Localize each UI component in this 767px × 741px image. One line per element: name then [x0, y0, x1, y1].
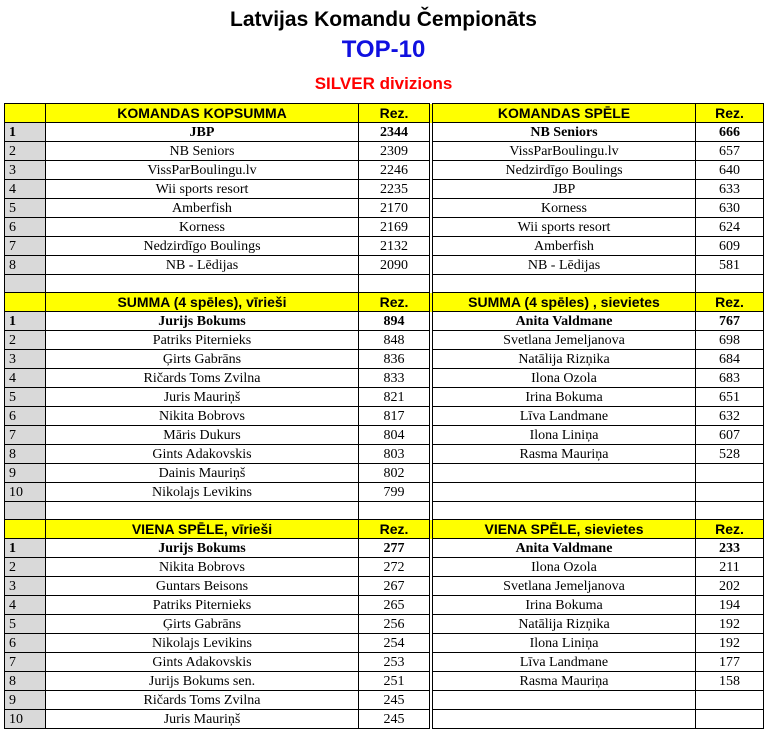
- left-name-cell: Nikita Bobrovs: [46, 407, 359, 426]
- left-score-cell: 267: [359, 577, 430, 596]
- right-name-cell: Natālija Rizņika: [433, 350, 696, 369]
- table-row: [5, 558, 764, 577]
- rank-cell: 5: [5, 615, 46, 634]
- right-header: KOMANDAS SPĒLE: [433, 104, 696, 123]
- rank-cell: 8: [5, 256, 46, 275]
- table-row: [5, 256, 764, 275]
- left-score-cell: 2169: [359, 218, 430, 237]
- right-score-cell: 211: [696, 558, 764, 577]
- left-name-cell: Gints Adakovskis: [46, 445, 359, 464]
- left-name-cell: JBP: [46, 123, 359, 142]
- left-name-cell: Patriks Piternieks: [46, 331, 359, 350]
- left-score-cell: 799: [359, 483, 430, 502]
- right-score-cell: 192: [696, 615, 764, 634]
- left-score-cell: 245: [359, 710, 430, 729]
- right-score-cell: 767: [696, 312, 764, 331]
- table-row: [5, 539, 764, 558]
- left-score-cell: 894: [359, 312, 430, 331]
- left-name-cell: Patriks Piternieks: [46, 596, 359, 615]
- right-score-header: Rez.: [696, 293, 764, 312]
- table-row: [5, 331, 764, 350]
- right-name-cell: Svetlana Jemeljanova: [433, 577, 696, 596]
- right-score-cell: [696, 483, 764, 502]
- left-score-header: Rez.: [359, 520, 430, 539]
- table-row: [5, 388, 764, 407]
- right-name-cell: Anita Valdmane: [433, 312, 696, 331]
- right-score-cell: 640: [696, 161, 764, 180]
- right-name-cell: [433, 275, 696, 293]
- right-score-cell: [696, 691, 764, 710]
- rank-cell: 1: [5, 312, 46, 331]
- right-score-header: Rez.: [696, 104, 764, 123]
- left-score-cell: 245: [359, 691, 430, 710]
- spacer-row: [5, 275, 764, 293]
- right-score-header: Rez.: [696, 520, 764, 539]
- left-name-cell: Nedzirdīgo Boulings: [46, 237, 359, 256]
- left-score-header: Rez.: [359, 104, 430, 123]
- right-score-cell: 194: [696, 596, 764, 615]
- right-score-cell: 581: [696, 256, 764, 275]
- spacer-row: [5, 502, 764, 520]
- left-name-cell: Ričards Toms Zvilna: [46, 691, 359, 710]
- table-row: [5, 634, 764, 653]
- right-name-cell: Līva Landmane: [433, 653, 696, 672]
- right-name-cell: [433, 483, 696, 502]
- rank-header-cell: [5, 293, 46, 312]
- left-name-cell: Nikita Bobrovs: [46, 558, 359, 577]
- left-score-cell: 254: [359, 634, 430, 653]
- table-row: [5, 161, 764, 180]
- rank-cell: [5, 502, 46, 520]
- right-score-cell: [696, 502, 764, 520]
- right-name-cell: Natālija Rizņika: [433, 615, 696, 634]
- rank-cell: 2: [5, 331, 46, 350]
- rank-cell: 4: [5, 596, 46, 615]
- right-name-cell: [433, 464, 696, 483]
- left-score-cell: 833: [359, 369, 430, 388]
- left-header: SUMMA (4 spēles), vīrieši: [46, 293, 359, 312]
- left-name-cell: Jurijs Bokums sen.: [46, 672, 359, 691]
- right-name-cell: VissParBoulingu.lv: [433, 142, 696, 161]
- right-name-cell: Rasma Mauriņa: [433, 672, 696, 691]
- rank-cell: 5: [5, 388, 46, 407]
- rank-cell: 5: [5, 199, 46, 218]
- table-row: [5, 710, 764, 729]
- rank-cell: 9: [5, 691, 46, 710]
- results-body: [5, 104, 764, 729]
- left-name-cell: VissParBoulingu.lv: [46, 161, 359, 180]
- right-name-cell: Ilona Liniņa: [433, 426, 696, 445]
- right-name-cell: [433, 710, 696, 729]
- left-name-cell: Māris Dukurs: [46, 426, 359, 445]
- left-score-cell: [359, 502, 430, 520]
- table-row: [5, 123, 764, 142]
- left-name-cell: Nikolajs Levikins: [46, 634, 359, 653]
- table-row: [5, 426, 764, 445]
- left-score-cell: 277: [359, 539, 430, 558]
- left-name-cell: Wii sports resort: [46, 180, 359, 199]
- rank-cell: 1: [5, 539, 46, 558]
- right-name-cell: Amberfish: [433, 237, 696, 256]
- right-name-cell: NB Seniors: [433, 123, 696, 142]
- section-header-row: [5, 293, 764, 312]
- table-row: [5, 350, 764, 369]
- right-score-cell: 666: [696, 123, 764, 142]
- left-name-cell: Juris Mauriņš: [46, 710, 359, 729]
- left-score-cell: 2170: [359, 199, 430, 218]
- right-name-cell: [433, 691, 696, 710]
- rank-cell: 2: [5, 558, 46, 577]
- table-row: [5, 369, 764, 388]
- left-name-cell: Korness: [46, 218, 359, 237]
- rank-cell: 3: [5, 161, 46, 180]
- page-subtitle: TOP-10: [341, 36, 426, 63]
- left-score-cell: [359, 275, 430, 293]
- right-name-cell: NB - Lēdijas: [433, 256, 696, 275]
- table-row: [5, 407, 764, 426]
- table-row: [5, 483, 764, 502]
- left-name-cell: NB Seniors: [46, 142, 359, 161]
- rank-cell: 8: [5, 672, 46, 691]
- left-header: VIENA SPĒLE, vīrieši: [46, 520, 359, 539]
- rank-cell: 4: [5, 180, 46, 199]
- left-score-cell: 256: [359, 615, 430, 634]
- right-name-cell: Svetlana Jemeljanova: [433, 331, 696, 350]
- rank-cell: 10: [5, 710, 46, 729]
- right-name-cell: JBP: [433, 180, 696, 199]
- right-score-cell: 698: [696, 331, 764, 350]
- right-name-cell: Anita Valdmane: [433, 539, 696, 558]
- right-header: VIENA SPĒLE, sievietes: [433, 520, 696, 539]
- left-score-cell: 817: [359, 407, 430, 426]
- right-score-cell: 158: [696, 672, 764, 691]
- right-name-cell: Irina Bokuma: [433, 388, 696, 407]
- left-score-cell: 804: [359, 426, 430, 445]
- right-name-cell: Nedzirdīgo Boulings: [433, 161, 696, 180]
- rank-cell: 6: [5, 407, 46, 426]
- right-header: SUMMA (4 spēles) , sievietes: [433, 293, 696, 312]
- left-name-cell: Nikolajs Levikins: [46, 483, 359, 502]
- right-score-cell: 528: [696, 445, 764, 464]
- left-name-cell: Ričards Toms Zvilna: [46, 369, 359, 388]
- rank-cell: 4: [5, 369, 46, 388]
- right-score-cell: [696, 464, 764, 483]
- left-name-cell: Jurijs Bokums: [46, 539, 359, 558]
- left-score-cell: 2309: [359, 142, 430, 161]
- section-header-row: [5, 520, 764, 539]
- results-table: [4, 103, 764, 729]
- right-score-cell: 609: [696, 237, 764, 256]
- rank-cell: 7: [5, 237, 46, 256]
- table-row: [5, 615, 764, 634]
- table-row: [5, 237, 764, 256]
- rank-cell: 8: [5, 445, 46, 464]
- left-name-cell: Guntars Beisons: [46, 577, 359, 596]
- rank-cell: 7: [5, 653, 46, 672]
- left-score-cell: 848: [359, 331, 430, 350]
- right-name-cell: Ilona Ozola: [433, 369, 696, 388]
- rank-header-cell: [5, 520, 46, 539]
- right-name-cell: Wii sports resort: [433, 218, 696, 237]
- section-header-row: [5, 104, 764, 123]
- rank-cell: 1: [5, 123, 46, 142]
- left-score-cell: 2132: [359, 237, 430, 256]
- left-header: KOMANDAS KOPSUMMA: [46, 104, 359, 123]
- right-score-cell: 632: [696, 407, 764, 426]
- right-name-cell: Līva Landmane: [433, 407, 696, 426]
- left-name-cell: Ģirts Gabrāns: [46, 615, 359, 634]
- right-name-cell: Rasma Mauriņa: [433, 445, 696, 464]
- rank-cell: 3: [5, 577, 46, 596]
- left-score-cell: 2246: [359, 161, 430, 180]
- table-row: [5, 218, 764, 237]
- right-score-cell: [696, 710, 764, 729]
- rank-cell: 10: [5, 483, 46, 502]
- right-score-cell: 177: [696, 653, 764, 672]
- left-score-cell: 2235: [359, 180, 430, 199]
- table-row: [5, 180, 764, 199]
- rank-cell: 7: [5, 426, 46, 445]
- right-name-cell: Ilona Ozola: [433, 558, 696, 577]
- table-row: [5, 142, 764, 161]
- right-score-cell: 630: [696, 199, 764, 218]
- rank-cell: 6: [5, 218, 46, 237]
- right-score-cell: 683: [696, 369, 764, 388]
- right-name-cell: [433, 502, 696, 520]
- left-score-cell: 836: [359, 350, 430, 369]
- right-name-cell: Ilona Liniņa: [433, 634, 696, 653]
- rank-cell: 9: [5, 464, 46, 483]
- table-row: [5, 691, 764, 710]
- left-score-cell: 251: [359, 672, 430, 691]
- rank-cell: 6: [5, 634, 46, 653]
- table-row: [5, 596, 764, 615]
- left-score-cell: 2344: [359, 123, 430, 142]
- right-name-cell: Irina Bokuma: [433, 596, 696, 615]
- left-name-cell: Ģirts Gabrāns: [46, 350, 359, 369]
- rank-cell: 2: [5, 142, 46, 161]
- right-score-cell: 192: [696, 634, 764, 653]
- left-name-cell: Amberfish: [46, 199, 359, 218]
- right-score-cell: 607: [696, 426, 764, 445]
- right-score-cell: 633: [696, 180, 764, 199]
- left-score-cell: 2090: [359, 256, 430, 275]
- right-score-cell: 651: [696, 388, 764, 407]
- left-name-cell: Gints Adakovskis: [46, 653, 359, 672]
- left-score-cell: 253: [359, 653, 430, 672]
- left-name-cell: Juris Mauriņš: [46, 388, 359, 407]
- left-score-cell: 802: [359, 464, 430, 483]
- rank-cell: [5, 275, 46, 293]
- page-title: Latvijas Komandu Čempionāts: [230, 8, 537, 31]
- table-row: [5, 445, 764, 464]
- division-label: SILVER divizions: [314, 74, 453, 93]
- table-row: [5, 577, 764, 596]
- rank-cell: 3: [5, 350, 46, 369]
- table-row: [5, 672, 764, 691]
- right-score-cell: 684: [696, 350, 764, 369]
- left-name-cell: [46, 502, 359, 520]
- left-score-header: Rez.: [359, 293, 430, 312]
- left-name-cell: Dainis Mauriņš: [46, 464, 359, 483]
- left-name-cell: Jurijs Bokums: [46, 312, 359, 331]
- right-score-cell: [696, 275, 764, 293]
- left-score-cell: 265: [359, 596, 430, 615]
- table-row: [5, 653, 764, 672]
- right-name-cell: Korness: [433, 199, 696, 218]
- left-name-cell: [46, 275, 359, 293]
- rank-header-cell: [5, 104, 46, 123]
- right-score-cell: 233: [696, 539, 764, 558]
- right-score-cell: 202: [696, 577, 764, 596]
- left-score-cell: 803: [359, 445, 430, 464]
- table-row: [5, 464, 764, 483]
- right-score-cell: 624: [696, 218, 764, 237]
- table-row: [5, 199, 764, 218]
- left-name-cell: NB - Lēdijas: [46, 256, 359, 275]
- left-score-cell: 821: [359, 388, 430, 407]
- left-score-cell: 272: [359, 558, 430, 577]
- table-row: [5, 312, 764, 331]
- right-score-cell: 657: [696, 142, 764, 161]
